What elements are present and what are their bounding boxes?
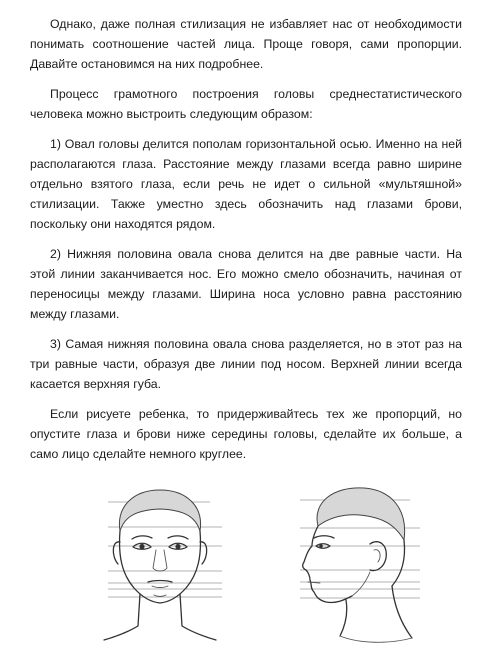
paragraph-step-3: 3) Самая нижняя половина овала снова разделяется, но в этот раз на три равные части, образуя две линии под носом. Верхней линии всегда касается верхняя губа. — [30, 337, 462, 391]
body-text — [30, 14, 462, 464]
paragraph-child: Если рисуете ребенка, то придерживайтесь тех же пропорций, но опустите глаза и брови ниже середины головы, сделайте их больше, а само лицо сделайте немного круглее. — [30, 407, 462, 461]
head-profile-view-drawing — [300, 488, 420, 642]
paragraph-step-2: 2) Нижняя половина овала снова делится на две равные части. На этой линии заканчивается нос. Его можно смело обозначить, начиная от переносицы между глазами. Ширина носа условно равна расстоянию между глазами. — [30, 247, 462, 321]
paragraph-intro: Однако, даже полная стилизация не избавляет нас от необходимости понимать соотношение частей лица. Проще говоря, сами пропорции. Давайте остановимся на них подробнее. — [30, 17, 462, 71]
head-front-view-drawing — [104, 490, 222, 640]
paragraph-process: Процесс грамотного построения головы среднестатистического человека можно выстроить следующим образом: — [30, 87, 462, 121]
head-illustrations — [0, 476, 480, 650]
paragraph-step-1: 1) Овал головы делится пополам горизонтальной осью. Именно на ней располагаются глаза. Расстояние между глазами всегда равно ширине отдельно взятого глаза, если речь не идет о сильной «мультяшной» стилизации. Также уместно здесь обозначить над глазами брови, поскольку они находятся рядом. — [30, 137, 462, 231]
